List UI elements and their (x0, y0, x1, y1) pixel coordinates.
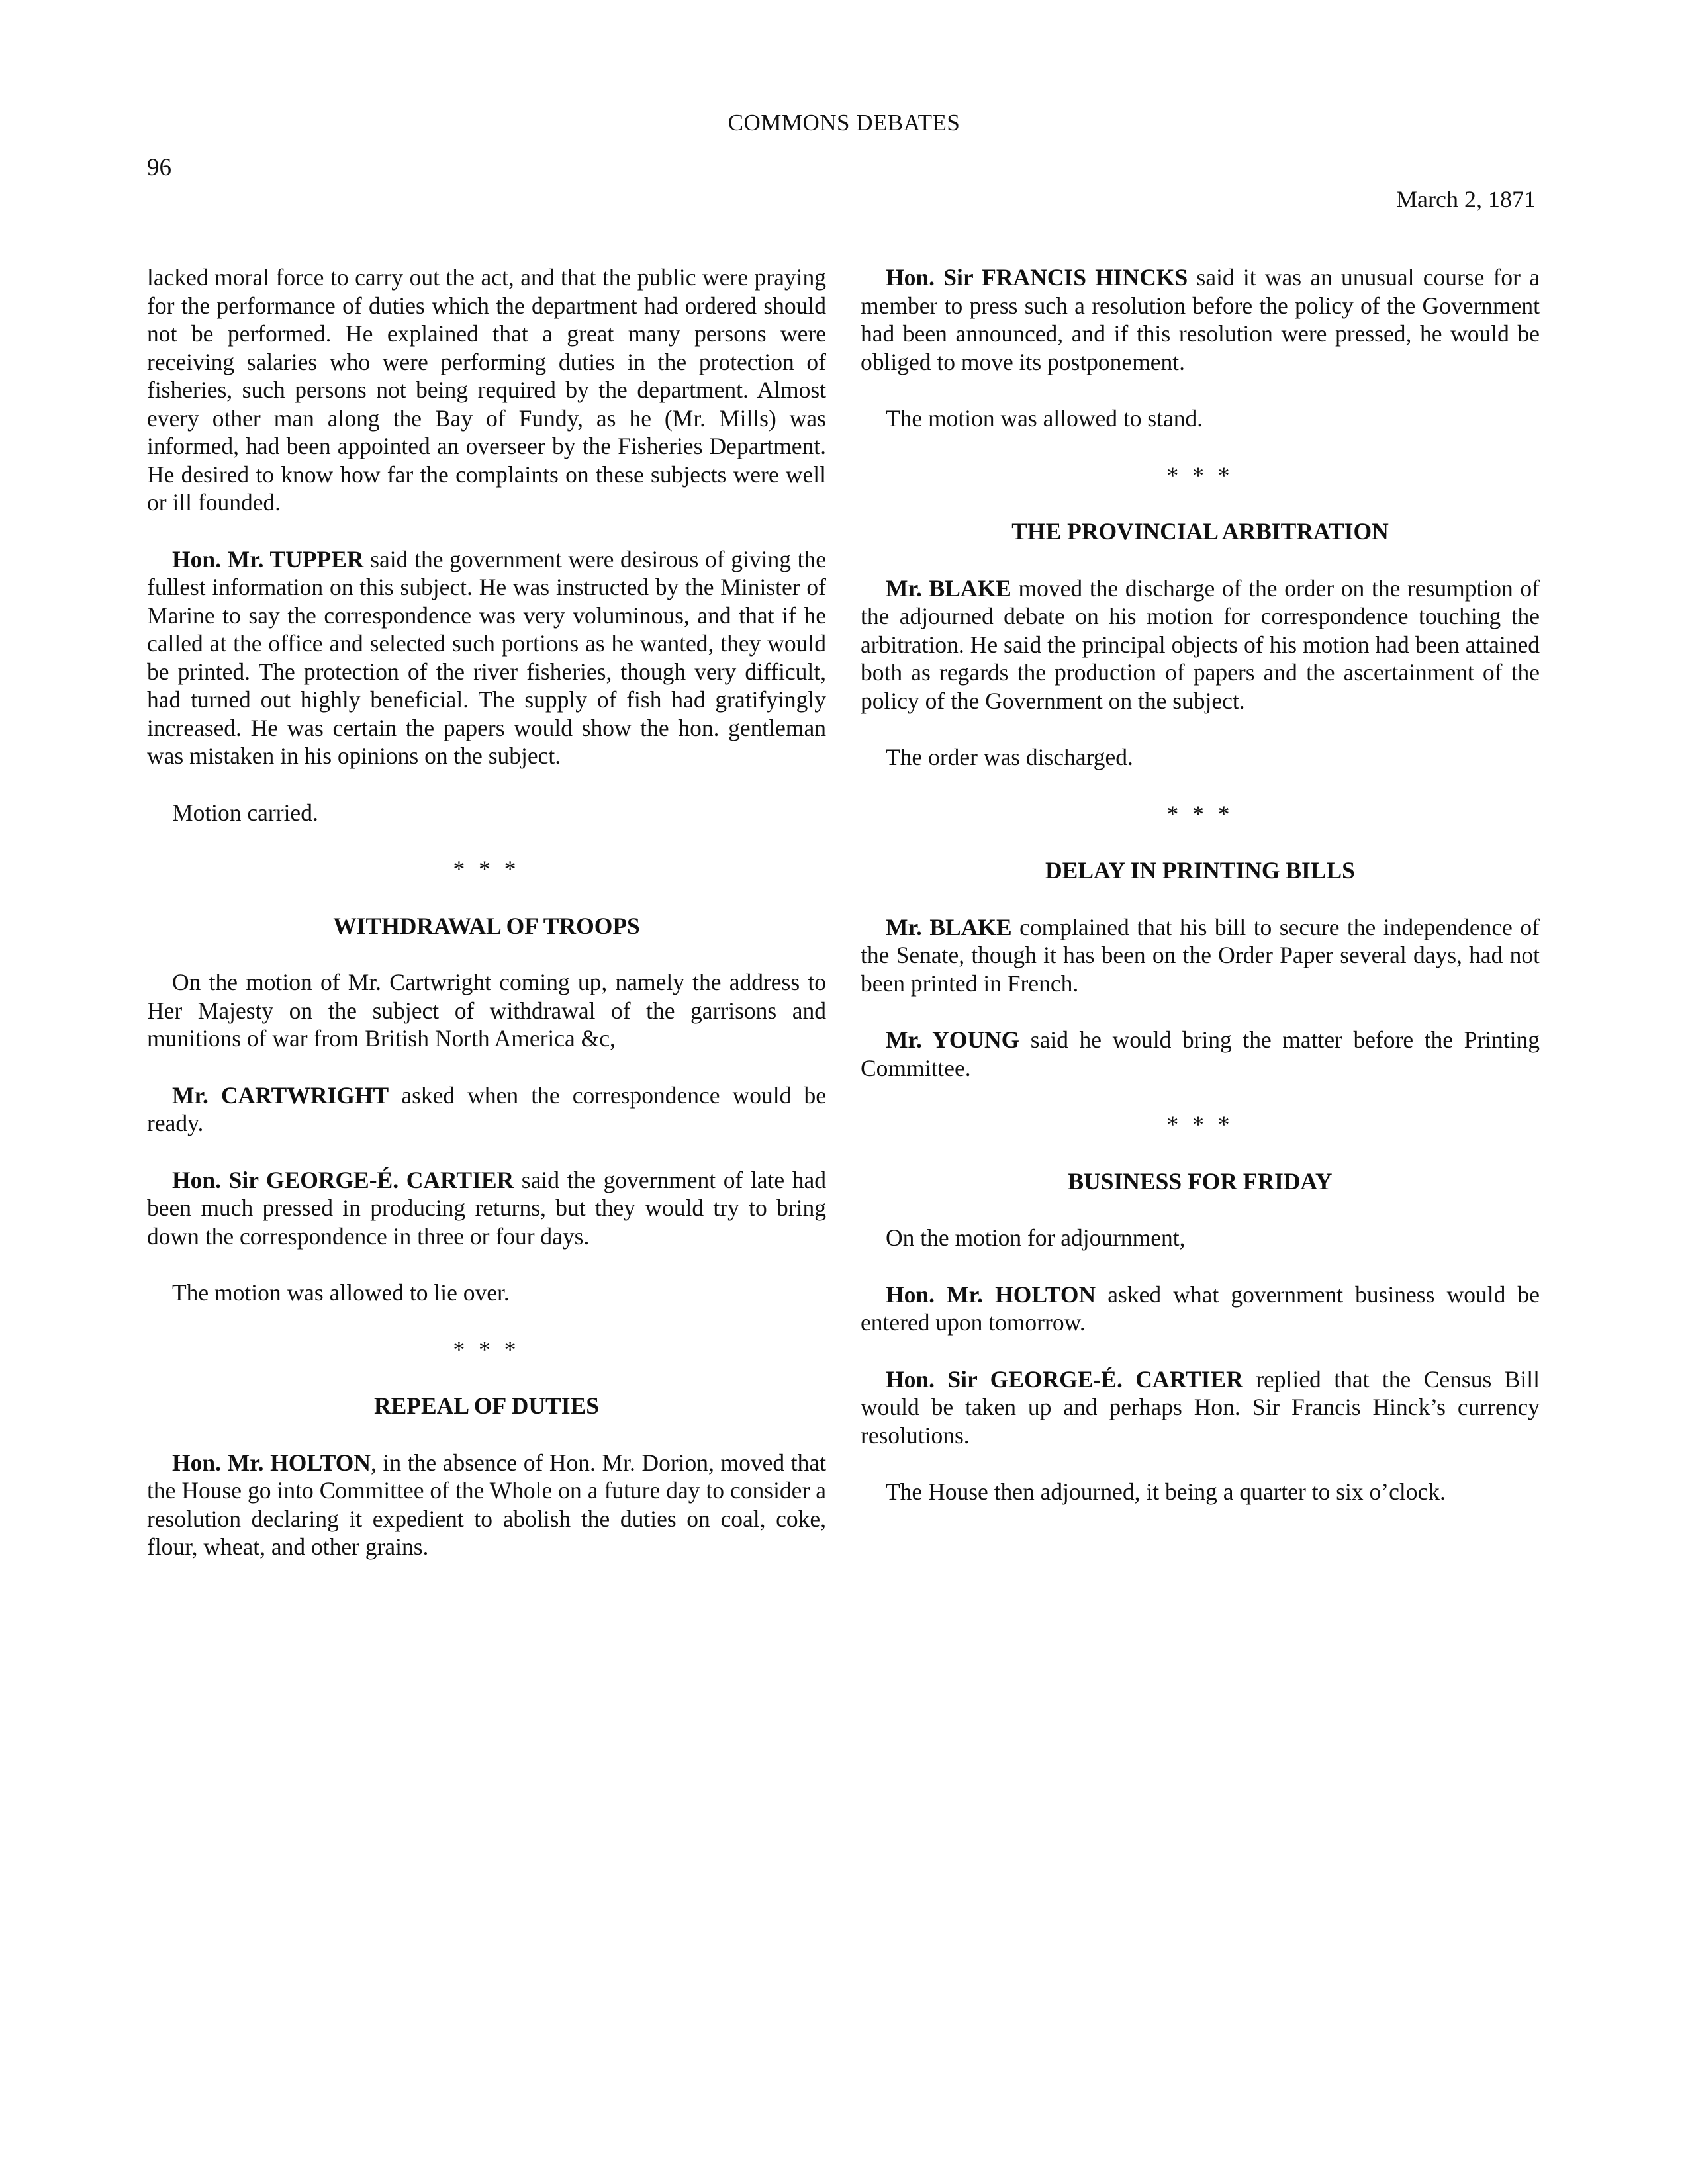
speaker-name: Mr. BLAKE (886, 913, 1012, 940)
section-heading-provincial-arbitration: THE PROVINCIAL ARBITRATION (1011, 518, 1389, 545)
section-heading-delay-in-printing-bills: DELAY IN PRINTING BILLS (1045, 857, 1355, 884)
section-separator: * * * (453, 1336, 520, 1363)
section-separator: * * * (1166, 1111, 1234, 1138)
speech-text: replied that the Census Bill would be taken up and perhaps Hon. Sir Francis Hinck’s currency resolutions. (861, 1365, 1540, 1449)
speech-text: , in the absence of Hon. Mr. Dorion, moved that the House go into Committee of the Whole on a future day to consider a resolution declaring it expedient to abolish the duties on coal, coke, flour, wheat, and other grains. (147, 1449, 827, 1560)
section-separator: * * * (453, 856, 520, 882)
paragraph-holton-question (861, 1281, 1540, 1337)
right-column (861, 263, 1540, 1535)
paragraph-young (861, 1026, 1540, 1082)
paragraph-allowed-to-stand: The motion was allowed to stand. (886, 405, 1203, 432)
section-separator: * * * (1166, 461, 1234, 488)
paragraph-continued: lacked moral force to carry out the act, and that the public were praying for the performance of duties which the department had ordered should not be performed. He explained that a great many persons were receiving salaries who were performing duties in the protection of fisheries, such persons not being required by the department. Almost every other man along the Bay of Fundy, as he (Mr. Mills) was informed, had been appointed an overseer by the Fisheries Department. He desired to know how far the complaints on these subjects were well or ill founded. (147, 264, 826, 516)
paragraph-blake-discharge (861, 574, 1540, 715)
speaker-name: Hon. Sir GEORGE-É. CARTIER (172, 1166, 514, 1193)
speaker-name: Hon. Mr. HOLTON (886, 1281, 1096, 1308)
paragraph-motion-cartwright: On the motion of Mr. Cartwright coming up, namely the address to Her Majesty on the subject of withdrawal of the garrisons and munitions of war from British North America &c, (147, 969, 826, 1052)
section-heading-business-for-friday: BUSINESS FOR FRIDAY (1068, 1167, 1333, 1195)
speech-text: asked when the correspondence would be ready. (147, 1081, 827, 1136)
speech-text: said he would bring the matter before the Printing Committee. (861, 1026, 1540, 1081)
speaker-name: Hon. Sir FRANCIS HINCKS (886, 264, 1188, 291)
paragraph-house-adjourned: The House then adjourned, it being a quarter to six o’clock. (886, 1479, 1446, 1505)
paragraph-cartier (147, 1166, 826, 1251)
paragraph-hincks (861, 263, 1540, 376)
speaker-name: Hon. Mr. TUPPER (172, 545, 364, 572)
speaker-name: Mr. YOUNG (886, 1026, 1020, 1053)
speech-text: asked what government business would be entered upon tomorrow. (861, 1281, 1540, 1336)
paragraph-cartier-reply (861, 1365, 1540, 1450)
paragraph-cartwright (147, 1081, 826, 1138)
speaker-name: Hon. Sir GEORGE-É. CARTIER (886, 1365, 1243, 1392)
speech-text: moved the discharge of the order on the resumption of the adjourned debate on his motion for correspondence touching the arbitration. He said the principal objects of his motion had been attained both as regards the production of papers and the ascertainment of the policy of the Government on the subject. (861, 574, 1540, 714)
left-column (147, 263, 826, 1590)
speech-text: complained that his bill to secure the independence of the Senate, though it has been on the Order Paper several days, had not been printed in French. (861, 913, 1540, 997)
paragraph-holton-motion (147, 1449, 826, 1561)
speech-text: said the government of late had been much pressed in producing returns, but they would try to bring down the correspondence in three or four days. (147, 1166, 827, 1250)
paragraph-motion-adjournment: On the motion for adjournment, (886, 1224, 1186, 1251)
section-heading-repeal-of-duties: REPEAL OF DUTIES (374, 1392, 599, 1419)
page-number: 96 (147, 154, 171, 181)
paragraph-motion-carried: Motion carried. (172, 799, 318, 826)
speech-text: said it was an unusual course for a member to press such a resolution before the policy of the Government had been announced, and if this resolution were pressed, he would be obliged to move its postponement. (861, 264, 1540, 375)
section-heading-withdrawal-of-troops: WITHDRAWAL OF TROOPS (333, 912, 640, 939)
paragraph-blake-complaint (861, 913, 1540, 998)
speaker-name: Mr. BLAKE (886, 574, 1011, 602)
speaker-name: Mr. CARTWRIGHT (172, 1081, 389, 1109)
speech-text: said the government were desirous of giving the fullest information on this subject. He was instructed by the Minister of Marine to say the correspondence was very voluminous, and that if he called at the office and selected such portions as he wanted, they would be printed. The protection of the river fisheries, though very difficult, had turned out highly beneficial. The supply of fish had gratifyingly increased. He was certain the papers would show the hon. gentleman was mistaken in his opinions on the subject. (147, 545, 826, 769)
speaker-name: Hon. Mr. HOLTON (172, 1449, 371, 1476)
section-separator: * * * (1166, 800, 1234, 827)
page-date: March 2, 1871 (1396, 186, 1536, 212)
paragraph-tupper (147, 545, 826, 770)
paragraph-lie-over: The motion was allowed to lie over. (172, 1279, 510, 1306)
running-head: COMMONS DEBATES (727, 110, 961, 136)
paragraph-order-discharged: The order was discharged. (886, 744, 1133, 770)
